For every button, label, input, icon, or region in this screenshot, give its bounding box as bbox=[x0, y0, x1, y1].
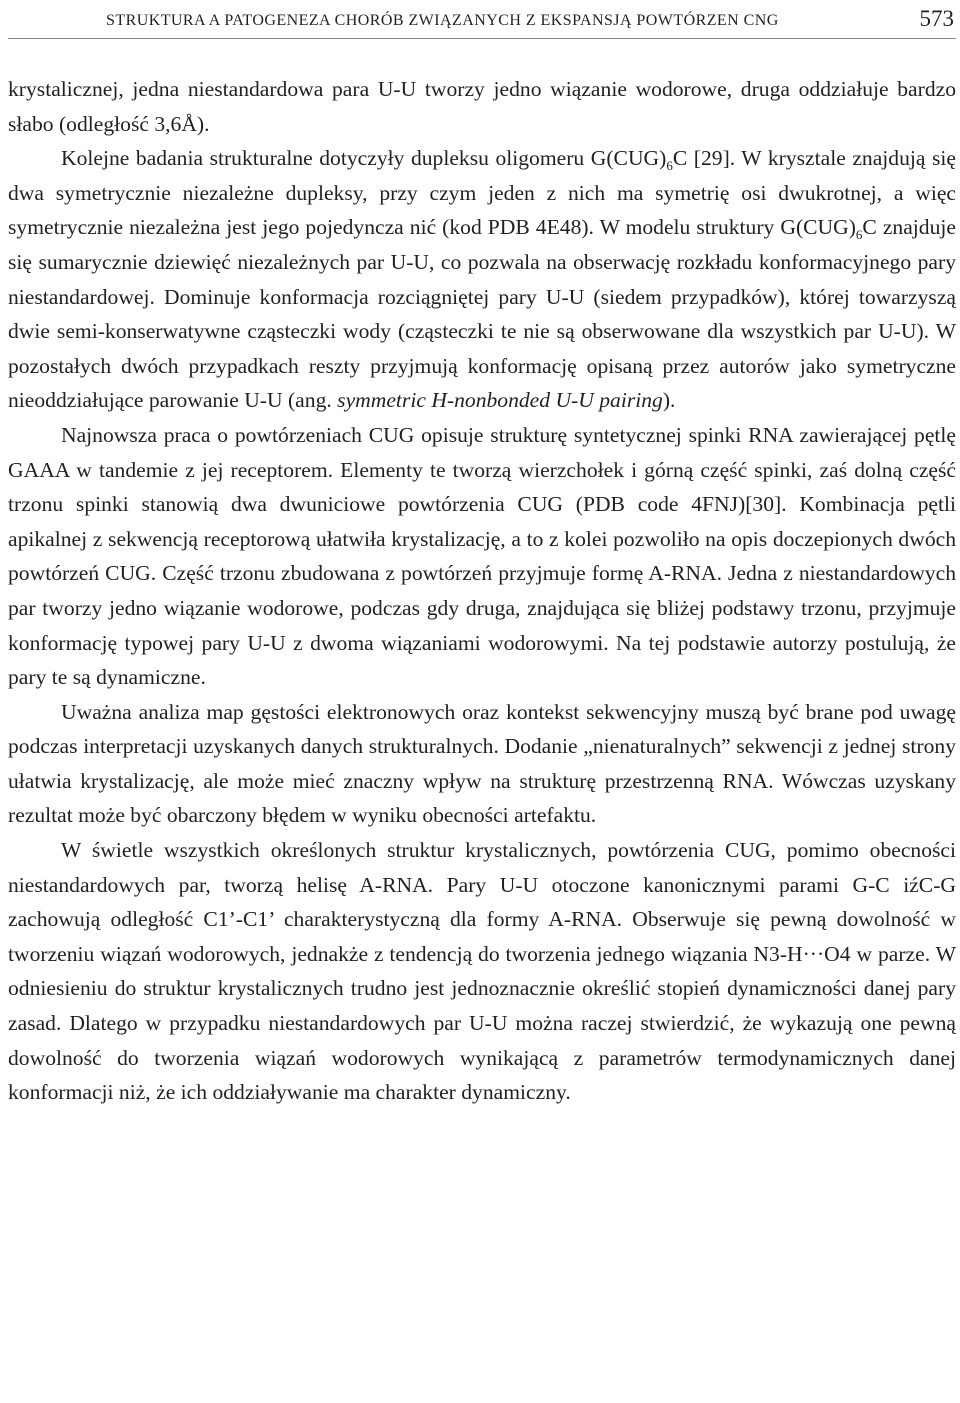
subscript: 6 bbox=[855, 227, 863, 243]
paragraph-2 bbox=[8, 141, 956, 418]
body-text bbox=[8, 72, 956, 1110]
running-title: STRUKTURA A PATOGENEZA CHORÓB ZWIĄZANYCH Z EKSPANSJĄ POWTÓRZEN CNG bbox=[106, 12, 779, 29]
text-run: krystalicznej, jedna niestandardowa para U-U tworzy jedno wiązanie wodorowe, druga oddziałuje bardzo słabo (odległość 3,6Å). bbox=[8, 77, 956, 136]
text-run: C znajduje się sumarycznie dziewięć niezależnych par U-U, co pozwala na obserwację rozkładu konformacyjnego pary niestandardowej. Dominuje konformacja rozciągniętej pary U-U (siedem przypadków), której towarzyszą dwie semi-konserwatywne cząsteczki wody (cząsteczki te nie są obserwowane dla wszystkich par U-U). W pozostałych dwóch przypadkach reszty przyjmują konformację opisaną przez autorów jako symetryczne nieoddziałujące parowanie U-U (ang. bbox=[8, 215, 956, 413]
text-run: Najnowsza praca o powtórzeniach CUG opisuje strukturę syntetycznej spinki RNA zawierającej pętlę GAAA w tandemie z jej receptorem. Elementy te tworzą wierzchołek i górną część spinki, zaś dolną część trzonu spinki stanowią dwa dwuniciowe powtórzenia CUG (PDB code 4FNJ)[30]. Kombinacja pętli apikalnej z sekwencją receptorową ułatwiła krystalizację, a to z kolei pozwoliło na opis doczepionych dwóch powtórzeń CUG. Część trzonu zbudowana z powtórzeń przyjmuje formę A-RNA. Jedna z niestandardowych par tworzy jedno wiązanie wodorowe, podczas gdy druga, znajdująca się bliżej podstawy trzonu, przyjmuje konformację typowej pary U-U z dwoma wiązaniami wodorowymi. Na tej podstawie autorzy postulują, że pary te są dynamiczne. bbox=[8, 422, 956, 690]
page-number: 573 bbox=[919, 6, 954, 31]
text-run: ). bbox=[662, 388, 676, 413]
subscript: 6 bbox=[666, 158, 673, 174]
paragraph-1 bbox=[8, 72, 956, 141]
paragraph-5 bbox=[8, 833, 956, 1110]
text-run: Kolejne badania strukturalne dotyczyły dupleksu oligomeru G(CUG) bbox=[61, 146, 667, 171]
running-header bbox=[8, 6, 956, 39]
paragraph-3 bbox=[8, 418, 956, 695]
text-run: C [29]. W krysztale znajdują się dwa symetrycznie niezależne dupleksy, przy czym jeden z nich ma symetrię osi dwukrotnej, a więc symetrycznie niezależna jest jego pojedyncza nić (kod PDB 4E48). W modelu struktury G(CUG) bbox=[8, 146, 956, 240]
italic-term: symmetric H-nonbonded U-U pairing bbox=[337, 388, 663, 413]
paragraph-4 bbox=[8, 695, 956, 833]
text-run: W świetle wszystkich określonych struktur krystalicznych, powtórzenia CUG, pomimo obecności niestandardowych par, tworzą helisę A-RNA. Pary U-U otoczone kanonicznymi parami G-C iźC-G zachowują odległość C1’-C1’ charakterystyczną dla formy A-RNA. Obserwuje się pewną dowolność w tworzeniu wiązań wodorowych, jednakże z tendencją do tworzenia jednego wiązania N3-H···O4 w parze. W odniesieniu do struktur krystalicznych trudno jest jednoznacznie określić stopień dynamiczności danej pary zasad. Dlatego w przypadku niestandardowych par U-U można raczej stwierdzić, że wykazują one pewną dowolność do tworzenia wiązań wodorowych wynikającą z parametrów termodynamicznych danej konformacji niż, że ich oddziaływanie ma charakter dynamiczny. bbox=[8, 838, 956, 1105]
text-run: Uważna analiza map gęstości elektronowych oraz kontekst sekwencyjny muszą być brane pod uwagę podczas interpretacji uzyskanych danych strukturalnych. Dodanie „nienaturalnych” sekwencji z jednej strony ułatwia krystalizację, ale może mieć znaczny wpływ na strukturę przestrzenną RNA. Wówczas uzyskany rezultat może być obarczony błędem w wyniku obecności artefaktu. bbox=[8, 699, 956, 828]
